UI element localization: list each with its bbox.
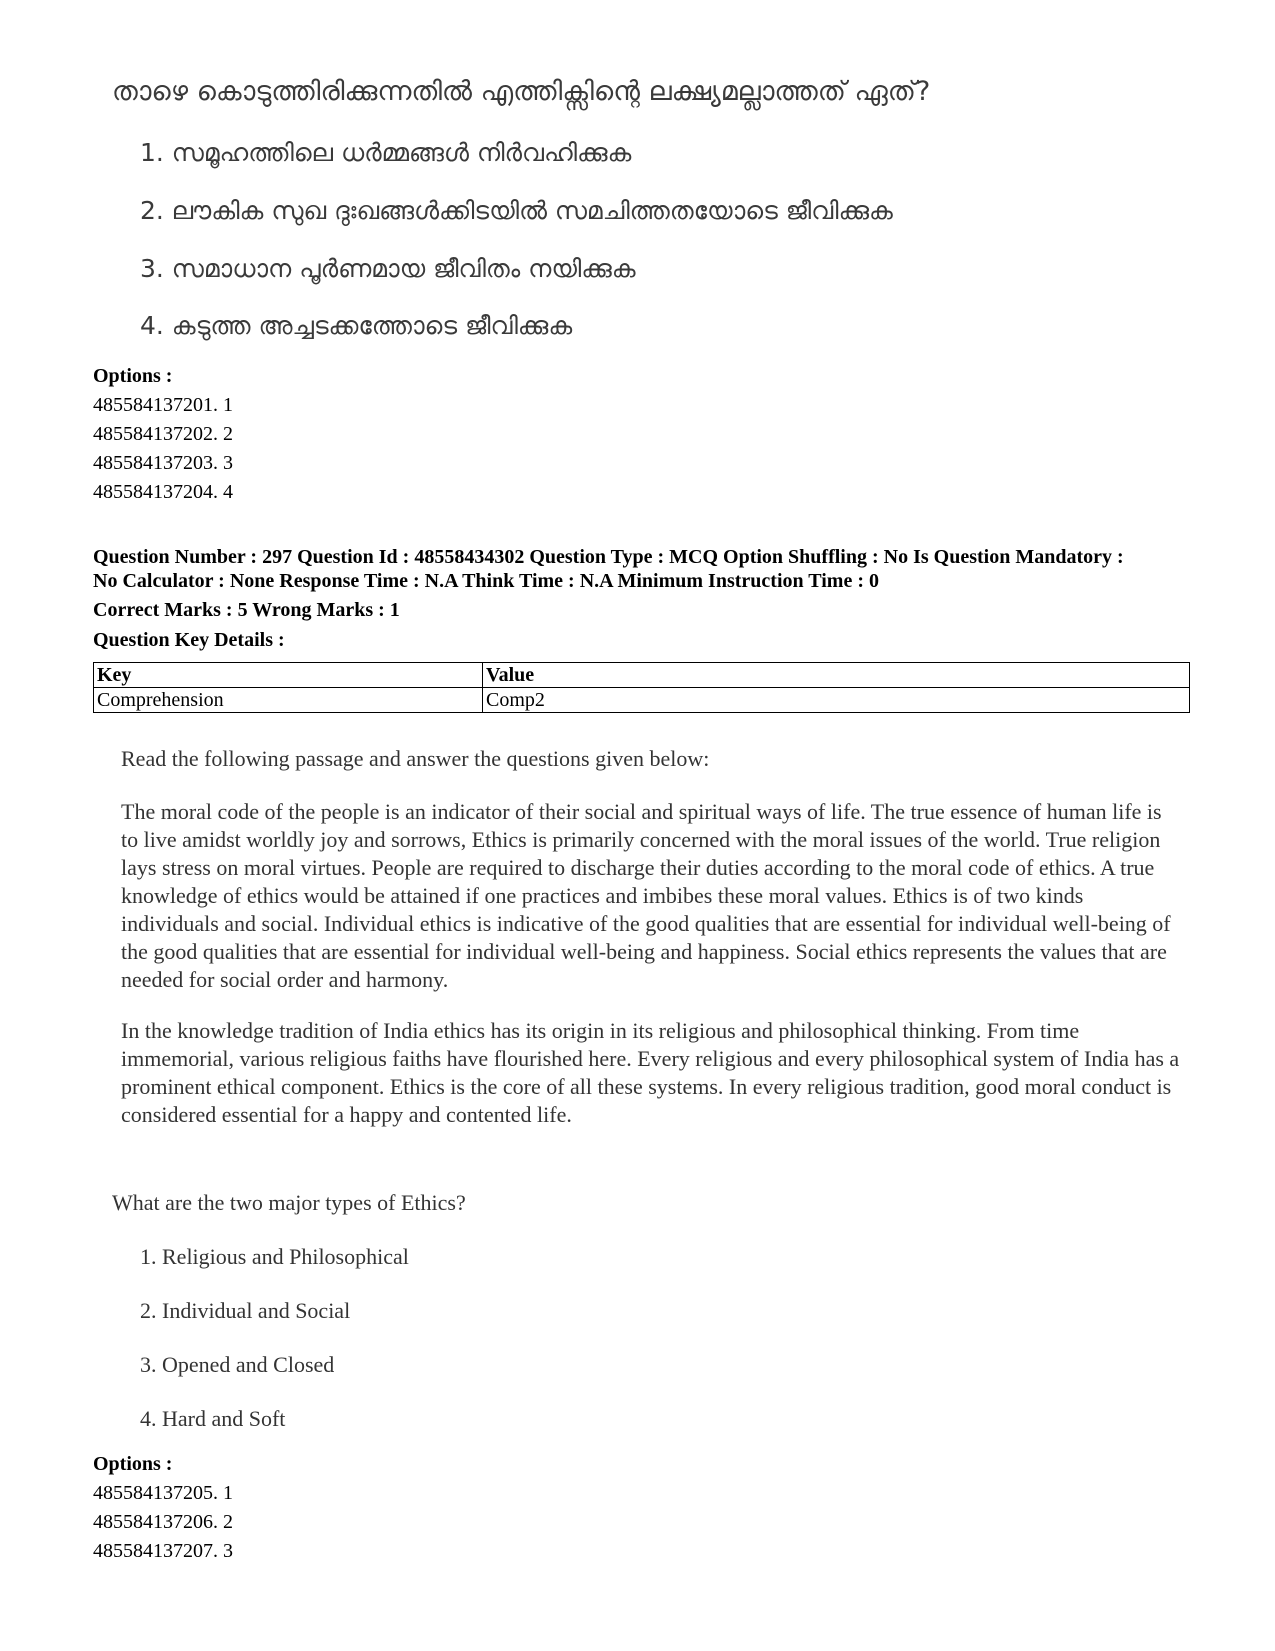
marks-line: Correct Marks : 5 Wrong Marks : 1 xyxy=(93,599,400,621)
choice-item-4: 4. Hard and Soft xyxy=(140,1406,286,1431)
key-details-heading: Question Key Details : xyxy=(93,629,285,651)
choice-item-3: 3. സമാധാന പൂർണമായ ജീവിതം നയിക്കുക xyxy=(140,254,636,283)
table-cell-value: Comp2 xyxy=(483,688,1190,713)
choice-item-1: 1. സമൂഹത്തിലെ ധർമ്മങ്ങൾ നിർവഹിക്കുക xyxy=(140,138,632,167)
choice-item-4: 4. കടുത്ത അച്ചടക്കത്തോടെ ജീവിക്കുക xyxy=(140,311,573,340)
option-line: 485584137207. 3 xyxy=(93,1540,233,1562)
passage-text: In the knowledge tradition of India ethics has its origin in its religious and philosophical thinking. From time immemorial, various religious faiths have flourished here. Every religious and every philosophical system of India has a prominent ethical component. Ethics is the core of all these systems. In every religious tradition, good moral conduct is considered essential for a happy and contented life. xyxy=(121,1018,1180,1127)
question-meta-line: Question Number : 297 Question Id : 48558434302 Question Type : MCQ Option Shuffling : No Is Question Mandatory : xyxy=(93,546,1124,568)
table-cell-key: Comprehension xyxy=(94,688,483,713)
option-line: 485584137206. 2 xyxy=(93,1511,233,1533)
choice-item-2: 2. Individual and Social xyxy=(140,1298,351,1323)
passage-paragraph-1 xyxy=(121,798,1181,994)
question-meta-line: No Calculator : None Response Time : N.A Think Time : N.A Minimum Instruction Time : 0 xyxy=(93,570,879,592)
choice-item-1: 1. Religious and Philosophical xyxy=(140,1244,409,1269)
option-line: 485584137204. 4 xyxy=(93,481,233,503)
question-text-malayalam: താഴെ കൊടുത്തിരിക്കുന്നതിൽ എത്തിക്സിന്റെ ലക്ഷ്യമല്ലാത്തത് ഏത്? xyxy=(112,76,931,107)
choice-item-3: 3. Opened and Closed xyxy=(140,1352,335,1377)
option-line: 485584137202. 2 xyxy=(93,423,233,445)
table-header-value: Value xyxy=(483,663,1190,688)
option-line: 485584137205. 1 xyxy=(93,1482,233,1504)
passage-paragraph-2 xyxy=(121,1017,1181,1129)
choice-item-2: 2. ലൗകിക സുഖ ദുഃഖങ്ങൾക്കിടയിൽ സമചിത്തതയോടെ ജീവിക്കുക xyxy=(140,196,893,225)
passage-intro: Read the following passage and answer the questions given below: xyxy=(121,746,710,771)
passage-text: The moral code of the people is an indicator of their social and spiritual ways of life. The true essence of human life is to live amidst worldly joy and sorrows, Ethics is primarily concerned with the moral issues of the world. True religion lays stress on moral virtues. People are required to discharge their duties according to the moral code of ethics. A true knowledge of ethics would be attained if one practices and imbibes these moral values. Ethics is of two kinds individuals and social. Individual ethics is indicative of the good qualities that are essential for individual well-being of the good qualities that are essential for individual well-being and happiness. Social ethics represents the values that are needed for social order and harmony. xyxy=(121,799,1171,992)
table-row xyxy=(94,688,1190,713)
options-label: Options : xyxy=(93,1453,173,1475)
question-key-table xyxy=(93,662,1190,713)
table-header-key: Key xyxy=(94,663,483,688)
options-label: Options : xyxy=(93,365,173,387)
table-header-row xyxy=(94,663,1190,688)
option-line: 485584137201. 1 xyxy=(93,394,233,416)
question-text: What are the two major types of Ethics? xyxy=(112,1190,466,1215)
option-line: 485584137203. 3 xyxy=(93,452,233,474)
